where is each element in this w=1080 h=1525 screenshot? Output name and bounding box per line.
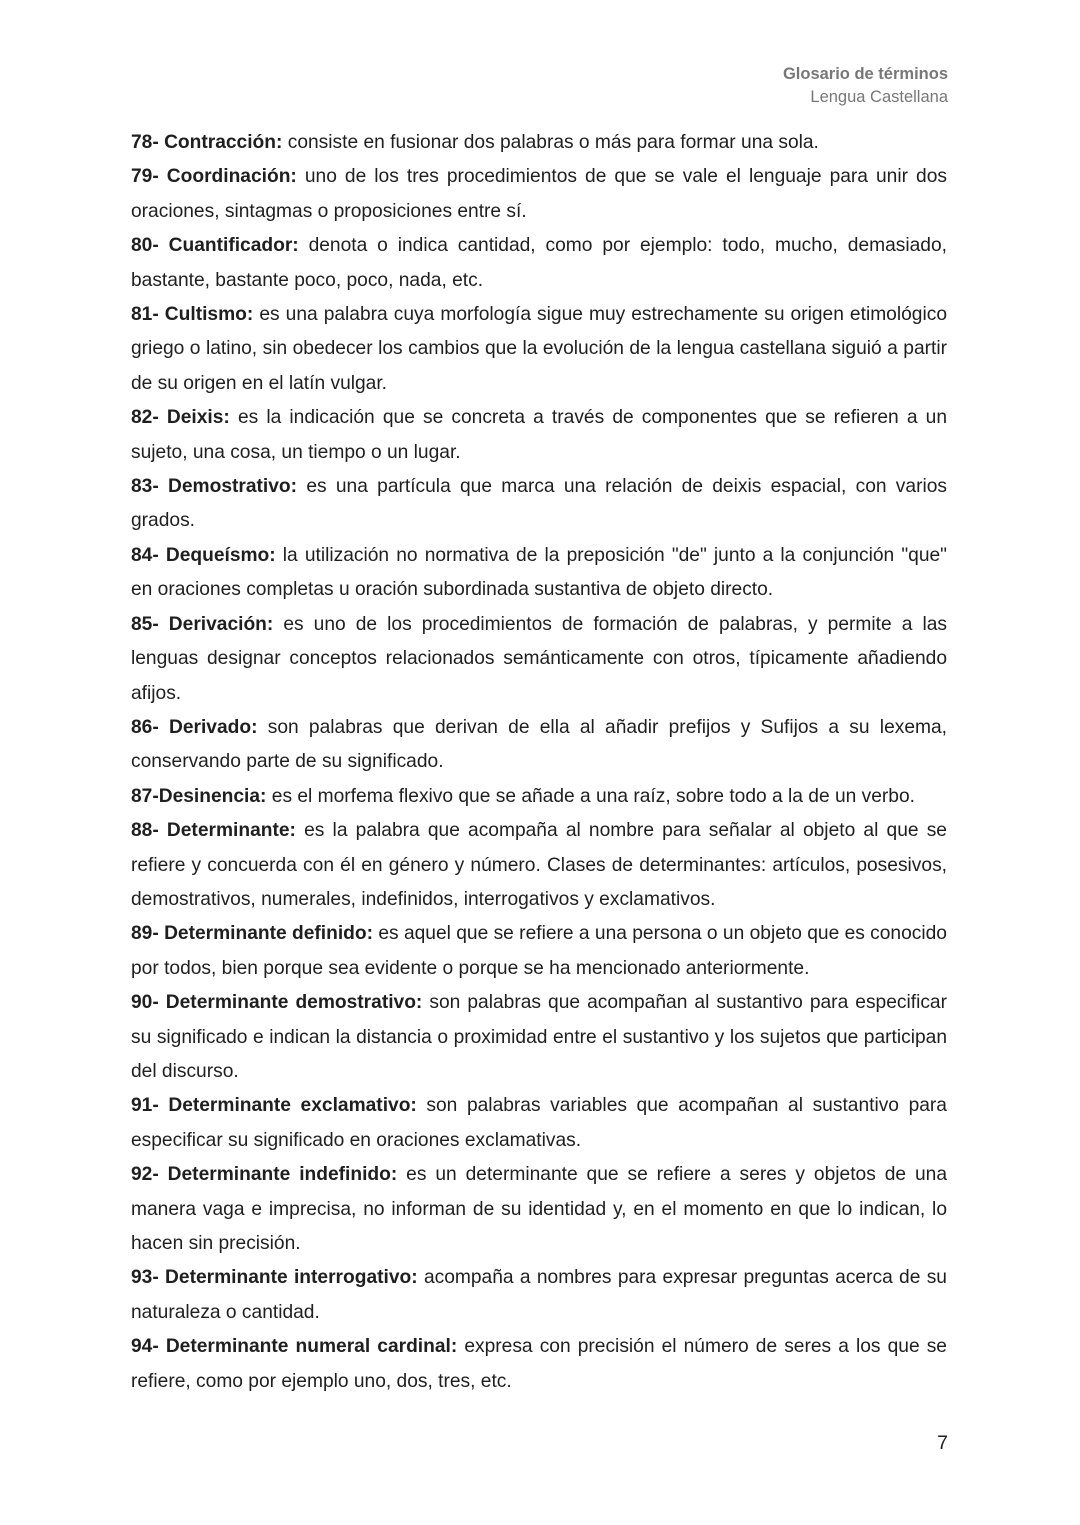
glossary-entry	[131, 126, 947, 160]
glossary-definition: la utilización no normativa de la preposición "de" junto a la conjunción "que" en oraciones completas u oración subordinada sustantiva de objeto directo.	[131, 544, 947, 601]
glossary-term: 79- Coordinación:	[131, 166, 297, 188]
glossary-entry	[131, 1089, 947, 1158]
document-subtitle: Lengua Castellana	[810, 88, 948, 106]
glossary-definition: es un determinante que se refiere a seres y objetos de una manera vaga e imprecisa, no informan de su identidad y, en el momento en que lo indican, lo hacen sin precisión.	[131, 1164, 947, 1254]
glossary-entry	[131, 401, 947, 470]
glossary-entry	[131, 470, 947, 539]
glossary-term: 86- Derivado:	[131, 716, 258, 738]
glossary-term: 90- Determinante demostrativo:	[131, 992, 423, 1014]
glossary-definition: denota o indica cantidad, como por ejemplo: todo, mucho, demasiado, bastante, bastante poco, poco, nada, etc.	[131, 235, 947, 291]
glossary-entry	[131, 608, 947, 711]
glossary-term: 91- Determinante exclamativo:	[131, 1095, 417, 1117]
glossary-term: 81- Cultismo:	[131, 304, 254, 326]
glossary-term: 78- Contracción:	[131, 132, 283, 153]
document-title: Glosario de términos	[782, 65, 948, 83]
glossary-definition: son palabras que derivan de ella al añadir prefijos y Sufijos a su lexema, conservando parte de su significado.	[131, 716, 947, 773]
glossary-term: 82- Deixis:	[131, 407, 230, 429]
glossary-term: 93- Determinante interrogativo:	[131, 1267, 418, 1289]
glossary-definition: es una palabra cuya morfología sigue muy estrechamente su origen etimológico griego o latino, sin obedecer los cambios que la evolución de la lengua castellana siguió a partir de su origen en el latín vulgar.	[131, 304, 947, 394]
glossary-term: 92- Determinante indefinido:	[131, 1164, 398, 1186]
glossary-entry	[131, 160, 947, 229]
glossary-term: 80- Cuantificador:	[131, 235, 299, 257]
glossary-term: 89- Determinante definido:	[131, 923, 374, 945]
glossary-definition: es uno de los procedimientos de formación de palabras, y permite a las lenguas designar conceptos relacionados semánticamente con otros, típicamente añadiendo afijos.	[131, 613, 947, 704]
glossary-term: 94- Determinante numeral cardinal:	[131, 1336, 458, 1358]
glossary-entry	[131, 1158, 947, 1261]
glossary-entry	[131, 986, 947, 1089]
glossary-entry	[131, 814, 947, 917]
glossary-term: 84- Dequeísmo:	[131, 544, 276, 566]
glossary-definition: consiste en fusionar dos palabras o más para formar una sola.	[287, 132, 819, 153]
glossary-term: 87-Desinencia:	[131, 785, 267, 807]
glossary-definition: es una partícula que marca una relación de deixis espacial, con varios grados.	[131, 476, 947, 532]
glossary-definition: es la palabra que acompaña al nombre para señalar al objeto al que se refiere y concuerda con él en género y número. Clases de determinantes: artículos, posesivos, demostrativos, numerales, indefinidos, interrogativos y exclamativos.	[131, 820, 947, 910]
glossary-definition: acompaña a nombres para expresar preguntas acerca de su naturaleza o cantidad.	[131, 1267, 947, 1323]
glossary-definition: son palabras variables que acompañan al sustantivo para especificar su significado en oraciones exclamativas.	[131, 1095, 947, 1151]
glossary-definition: expresa con precisión el número de seres a los que se refiere, como por ejemplo uno, dos, tres, etc.	[131, 1336, 947, 1392]
glossary-definition: son palabras que acompañan al sustantivo para especificar su significado e indican la distancia o proximidad entre el sustantivo y los sujetos que participan del discurso.	[131, 992, 947, 1082]
page-number: 7	[937, 1432, 948, 1454]
glossary-entry	[131, 711, 947, 780]
glossary-definition: es el morfema flexivo que se añade a una raíz, sobre todo a la de un verbo.	[271, 785, 915, 807]
glossary-entry	[131, 298, 947, 401]
glossary-entry	[131, 780, 947, 814]
glossary-entry	[131, 1261, 947, 1330]
glossary-entry	[131, 917, 947, 986]
glossary-entry	[131, 1330, 947, 1399]
glossary-entry	[131, 229, 947, 298]
glossary-definition: uno de los tres procedimientos de que se vale el lenguaje para unir dos oraciones, sintagmas o proposiciones entre sí.	[131, 166, 947, 222]
glossary-entry	[131, 539, 947, 608]
glossary-term: 85- Derivación:	[131, 613, 274, 635]
glossary-definition: es la indicación que se concreta a través de componentes que se refieren a un sujeto, una cosa, un tiempo o un lugar.	[131, 407, 947, 463]
glossary-list	[131, 126, 947, 1399]
page-header	[783, 63, 948, 109]
glossary-term: 88- Determinante:	[131, 820, 296, 842]
glossary-term: 83- Demostrativo:	[131, 476, 298, 498]
glossary-definition: es aquel que se refiere a una persona o un objeto que es conocido por todos, bien porque sea evidente o porque se ha mencionado anteriormente.	[131, 923, 947, 979]
